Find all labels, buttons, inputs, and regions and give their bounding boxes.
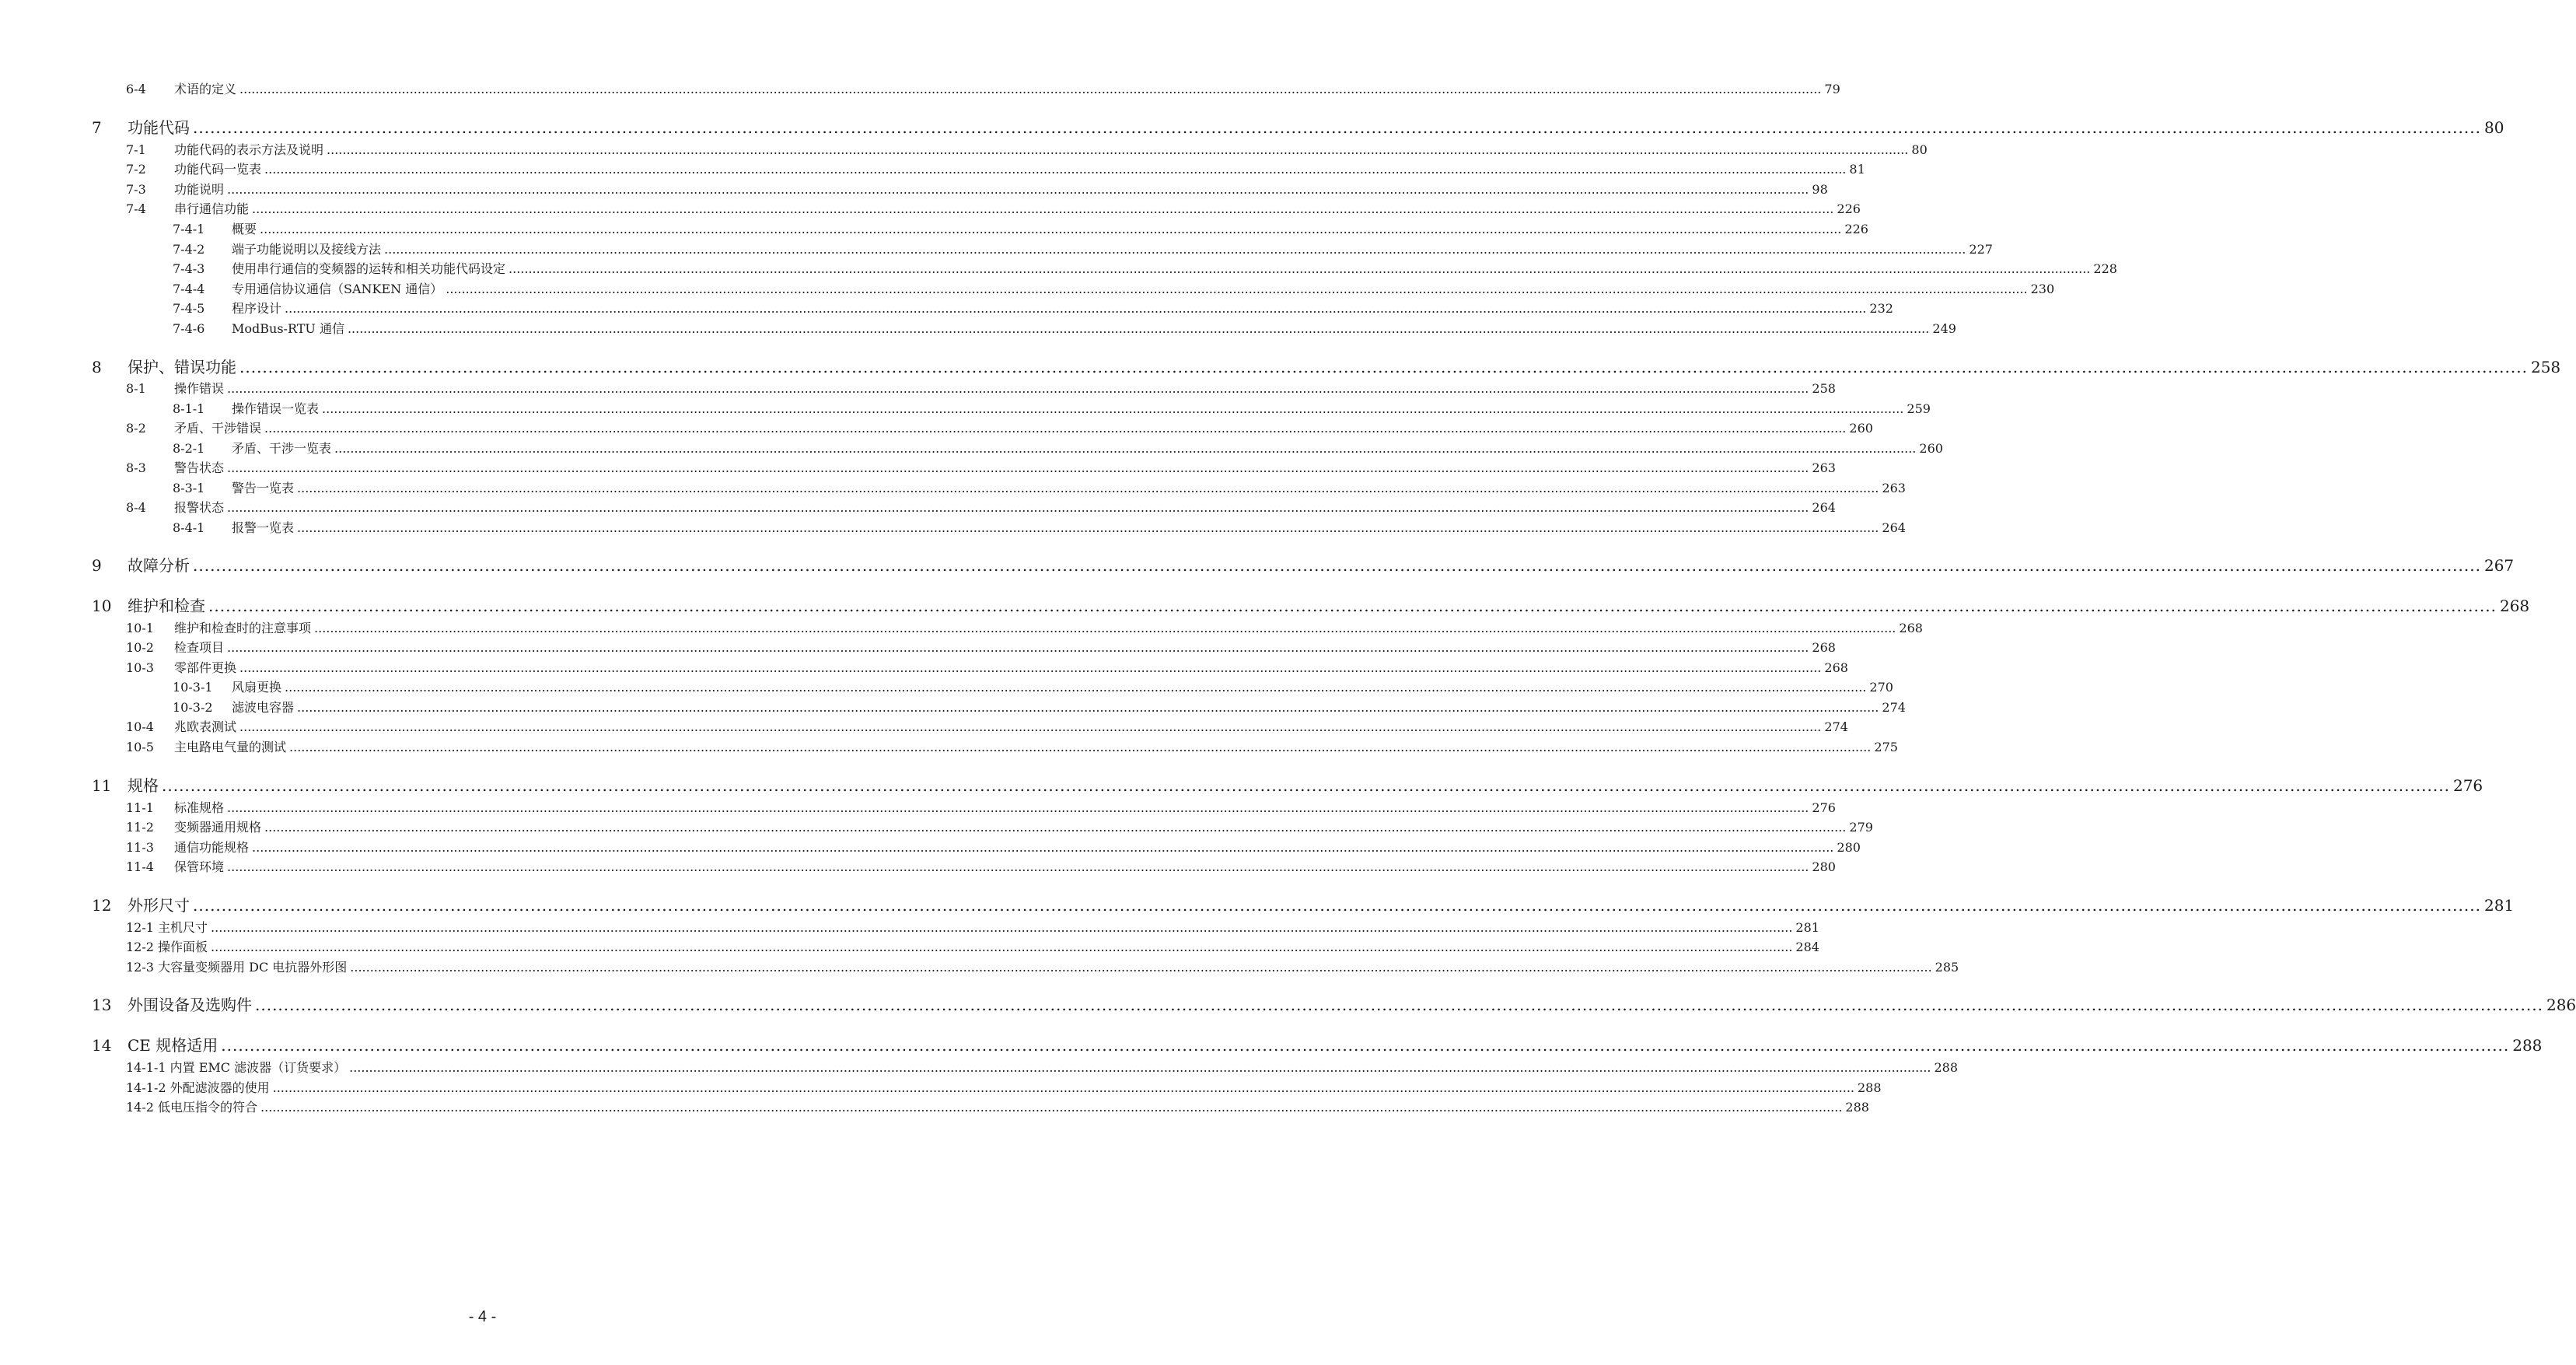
toc-entry-number: 8 — [92, 358, 102, 376]
toc-entry-number: 10-3 — [126, 660, 154, 675]
toc-entry-number: 7-1 — [126, 142, 146, 157]
dot-leader: ................................................................................................................................................................................................................................................................................................................................................................................................................ — [227, 381, 1809, 396]
dot-leader: ................................................................................................................................................................................................................................................................................................................................................................................................................ — [221, 1036, 2510, 1055]
toc-entry-title: 操作错误 — [174, 381, 225, 396]
toc-entry[interactable] — [126, 618, 1923, 635]
dot-leader: ................................................................................................................................................................................................................................................................................................................................................................................................................ — [211, 940, 1793, 954]
toc-entry-title: 功能说明 — [174, 182, 225, 197]
toc-entry-page: 276 — [1812, 800, 1836, 815]
dot-leader: ................................................................................................................................................................................................................................................................................................................................................................................................................ — [239, 719, 1822, 734]
dot-leader: ................................................................................................................................................................................................................................................................................................................................................................................................................ — [264, 162, 1847, 177]
toc-entry-title: 标准规格 — [174, 800, 225, 815]
toc-entry-page: 288 — [1845, 1100, 1869, 1115]
toc-entry-title: 警告一览表 — [232, 481, 295, 495]
toc-entry-page: 268 — [1899, 621, 1923, 635]
dot-leader: ................................................................................................................................................................................................................................................................................................................................................................................................................ — [285, 680, 1867, 695]
toc-entry[interactable] — [173, 698, 1906, 715]
toc-entry-page: 263 — [1882, 481, 1906, 495]
toc-entry-page: 80 — [2483, 118, 2504, 137]
toc-entry-title: 故障分析 — [128, 556, 190, 575]
toc-entry-number: 14 — [92, 1036, 112, 1055]
toc-entry-number: 10-5 — [126, 740, 154, 754]
toc-entry-page: 259 — [1907, 401, 1931, 416]
toc-entry[interactable] — [92, 355, 2561, 376]
toc-entry-number: 11 — [92, 776, 112, 795]
dot-leader: ................................................................................................................................................................................................................................................................................................................................................................................................................ — [208, 597, 2497, 615]
toc-entry-title: 报警状态 — [174, 500, 225, 515]
dot-leader: ................................................................................................................................................................................................................................................................................................................................................................................................................ — [349, 1060, 1931, 1075]
toc-entry[interactable] — [126, 918, 1819, 935]
toc-entry-number: 11-1 — [126, 800, 154, 815]
toc-entry-title: 主电路电气量的测试 — [174, 740, 287, 754]
toc-entry-title: 概要 — [232, 222, 257, 236]
toc-entry-title: 功能代码 — [128, 118, 190, 137]
toc-entry-number: 10-3-1 — [173, 680, 213, 695]
toc-entry-title: 矛盾、干涉错误 — [174, 421, 262, 436]
toc-entry[interactable] — [173, 399, 1931, 416]
dot-leader: ................................................................................................................................................................................................................................................................................................................................................................................................................ — [297, 520, 1879, 535]
toc-entry-page: 270 — [1869, 680, 1893, 695]
toc-entry-page: 268 — [1824, 660, 1848, 675]
toc-entry[interactable] — [92, 893, 2515, 915]
toc-entry-page: 268 — [2499, 597, 2530, 615]
dot-leader: ................................................................................................................................................................................................................................................................................................................................................................................................................ — [162, 776, 2450, 795]
toc-entry[interactable] — [92, 553, 2515, 575]
dot-leader: ................................................................................................................................................................................................................................................................................................................................................................................................................ — [334, 441, 1917, 456]
toc-entry-page: 264 — [1812, 500, 1836, 515]
dot-leader: ................................................................................................................................................................................................................................................................................................................................................................................................................ — [509, 261, 2091, 276]
toc-entry[interactable] — [173, 240, 1993, 257]
dot-leader: ................................................................................................................................................................................................................................................................................................................................................................................................................ — [239, 82, 1822, 96]
toc-entry-number: 7-2 — [126, 162, 146, 177]
toc-entry-page: 288 — [1858, 1080, 1882, 1095]
toc-entry-title: 维护和检查 — [128, 597, 205, 615]
toc-entry-page: 258 — [1812, 381, 1836, 396]
toc-entry[interactable] — [126, 638, 1836, 655]
toc-entry-number: 8-3 — [126, 460, 146, 475]
toc-entry[interactable] — [126, 838, 1861, 855]
toc-entry-number: 8-2-1 — [173, 441, 205, 456]
toc-entry-title: 术语的定义 — [174, 82, 237, 96]
toc-entry[interactable] — [92, 593, 2530, 615]
toc-entry-page: 249 — [1932, 321, 1956, 336]
toc-entry[interactable] — [126, 379, 1836, 396]
toc-entry-title: 14-2 低电压指令的符合 — [126, 1100, 258, 1115]
dot-leader: ................................................................................................................................................................................................................................................................................................................................................................................................................ — [227, 800, 1809, 815]
dot-leader: ................................................................................................................................................................................................................................................................................................................................................................................................................ — [252, 201, 1834, 216]
toc-entry[interactable] — [126, 199, 1861, 216]
toc-entry-number: 12 — [92, 896, 112, 915]
dot-leader: ................................................................................................................................................................................................................................................................................................................................................................................................................ — [193, 896, 2481, 915]
toc-entry-number: 6-4 — [126, 82, 146, 96]
dot-leader: ................................................................................................................................................................................................................................................................................................................................................................................................................ — [297, 700, 1879, 715]
dot-leader: ................................................................................................................................................................................................................................................................................................................................................................................................................ — [297, 481, 1879, 495]
dot-leader: ................................................................................................................................................................................................................................................................................................................................................................................................................ — [264, 421, 1847, 436]
dot-leader: ................................................................................................................................................................................................................................................................................................................................................................................................................ — [193, 556, 2481, 575]
page-number: - 4 - — [468, 1308, 497, 1325]
toc-entry-title: 矛盾、干涉一览表 — [232, 441, 332, 456]
toc-entry-page: 230 — [2030, 282, 2055, 296]
toc-entry[interactable] — [126, 159, 1865, 177]
toc-entry-page: 276 — [2452, 776, 2483, 795]
toc-entry[interactable] — [126, 857, 1836, 874]
toc-entry[interactable] — [126, 498, 1836, 515]
toc-entry-page: 226 — [1844, 222, 1868, 236]
toc-entry-title: 串行通信功能 — [174, 201, 250, 216]
toc-entry-number: 8-4-1 — [173, 520, 205, 535]
toc-entry-number: 7-4-3 — [173, 261, 205, 276]
dot-leader: ................................................................................................................................................................................................................................................................................................................................................................................................................ — [227, 859, 1809, 874]
dot-leader: ................................................................................................................................................................................................................................................................................................................................................................................................................ — [239, 660, 1822, 675]
toc-entry-page: 281 — [2483, 896, 2515, 915]
dot-leader: ................................................................................................................................................................................................................................................................................................................................................................................................................ — [322, 401, 1904, 416]
dot-leader: ................................................................................................................................................................................................................................................................................................................................................................................................................ — [239, 358, 2528, 376]
toc-entry-page: 260 — [1919, 441, 1943, 456]
toc-entry-title: 专用通信协议通信（SANKEN 通信） — [232, 282, 443, 296]
toc-entry-page: 268 — [1812, 640, 1836, 655]
toc-entry[interactable] — [173, 439, 1943, 456]
dot-leader: ................................................................................................................................................................................................................................................................................................................................................................................................................ — [446, 282, 2028, 296]
dot-leader: ................................................................................................................................................................................................................................................................................................................................................................................................................ — [260, 1100, 1843, 1115]
dot-leader: ................................................................................................................................................................................................................................................................................................................................................................................................................ — [260, 222, 1842, 236]
toc-entry-title: 风扇更换 — [232, 680, 282, 695]
toc-entry-number: 7-4-2 — [173, 242, 205, 257]
toc-entry-number: 8-4 — [126, 500, 146, 515]
toc-entry-number: 8-3-1 — [173, 481, 205, 495]
toc-entry-number: 9 — [92, 556, 102, 575]
toc-entry-title: 程序设计 — [232, 301, 282, 316]
dot-leader: ................................................................................................................................................................................................................................................................................................................................................................................................................ — [193, 118, 2481, 137]
toc-entry[interactable] — [173, 299, 1893, 316]
dot-leader: ................................................................................................................................................................................................................................................................................................................................................................................................................ — [211, 920, 1793, 935]
toc-entry-page: 228 — [2093, 261, 2117, 276]
toc-entry[interactable] — [126, 140, 1928, 157]
toc-entry-page: 280 — [1837, 840, 1861, 855]
toc-entry-page: 274 — [1882, 700, 1906, 715]
toc-entry-number: 11-3 — [126, 840, 154, 855]
toc-entry-number: 10 — [92, 597, 112, 615]
toc-entry[interactable] — [126, 817, 1873, 835]
toc-entry[interactable] — [92, 992, 2576, 1014]
toc-entry-number: 10-4 — [126, 719, 154, 734]
toc-entry-page: 285 — [1935, 960, 1959, 975]
dot-leader: ................................................................................................................................................................................................................................................................................................................................................................................................................ — [327, 142, 1909, 157]
toc-entry-title: 零部件更换 — [174, 660, 237, 675]
toc-entry[interactable] — [126, 717, 1848, 734]
toc-entry-title: 兆欧表测试 — [174, 719, 237, 734]
toc-entry[interactable] — [173, 518, 1906, 535]
toc-entry[interactable] — [173, 259, 2117, 276]
dot-leader: ................................................................................................................................................................................................................................................................................................................................................................................................................ — [227, 500, 1809, 515]
toc-entry-number: 7-4-5 — [173, 301, 205, 316]
toc-entry-page: 263 — [1812, 460, 1836, 475]
toc-entry-number: 10-2 — [126, 640, 154, 655]
toc-entry[interactable] — [92, 1033, 2543, 1055]
toc-entry-page: 284 — [1795, 940, 1819, 954]
toc-entry[interactable] — [126, 957, 1959, 975]
toc-entry-title: 保管环境 — [174, 859, 225, 874]
toc-entry[interactable] — [173, 677, 1893, 695]
toc-entry-title: ModBus-RTU 通信 — [232, 321, 344, 336]
toc-entry[interactable] — [126, 1058, 1959, 1075]
dot-leader: ................................................................................................................................................................................................................................................................................................................................................................................................................ — [314, 621, 1896, 635]
toc-entry-title: 12-3 大容量变频器用 DC 电抗器外形图 — [126, 960, 348, 975]
dot-leader: ................................................................................................................................................................................................................................................................................................................................................................................................................ — [264, 820, 1847, 835]
toc-entry-number: 7-4-6 — [173, 321, 205, 336]
toc-entry-title: 通信功能规格 — [174, 840, 250, 855]
toc-entry-number: 8-1-1 — [173, 401, 205, 416]
dot-leader: ................................................................................................................................................................................................................................................................................................................................................................................................................ — [272, 1080, 1854, 1095]
toc-entry-title: 保护、错误功能 — [128, 358, 236, 376]
toc-entry-page: 275 — [1874, 740, 1898, 754]
toc-entry-number: 7-4-4 — [173, 282, 205, 296]
toc-entry-page: 288 — [1934, 1060, 1959, 1075]
toc-entry-page: 281 — [1795, 920, 1819, 935]
toc-entry[interactable] — [92, 115, 2504, 137]
toc-entry-title: 功能代码一览表 — [174, 162, 262, 177]
dot-leader: ................................................................................................................................................................................................................................................................................................................................................................................................................ — [252, 840, 1834, 855]
toc-entry-number: 7 — [92, 118, 102, 137]
toc-entry-page: 274 — [1824, 719, 1848, 734]
toc-entry[interactable] — [126, 1097, 1869, 1115]
toc-entry-page: 258 — [2530, 358, 2561, 376]
dot-leader: ................................................................................................................................................................................................................................................................................................................................................................................................................ — [227, 182, 1809, 197]
toc-entry[interactable] — [126, 458, 1836, 475]
toc-entry-title: 维护和检查时的注意事项 — [174, 621, 312, 635]
toc-entry-number: 7-4-1 — [173, 222, 205, 236]
toc-entry[interactable] — [173, 319, 1956, 336]
toc-entry-number: 7-3 — [126, 182, 146, 197]
toc-entry-title: 12-1 主机尺寸 — [126, 920, 208, 935]
toc-entry-page: 98 — [1812, 182, 1828, 197]
toc-entry[interactable] — [126, 798, 1836, 815]
toc-entry-number: 7-4 — [126, 201, 146, 216]
dot-leader: ................................................................................................................................................................................................................................................................................................................................................................................................................ — [350, 960, 1932, 975]
toc-entry-title: 端子功能说明以及接线方法 — [232, 242, 382, 257]
toc-entry-page: 288 — [2512, 1036, 2543, 1055]
toc-entry-number: 13 — [92, 996, 112, 1014]
toc-entry-title: 14-1-1 内置 EMC 滤波器（订货要求） — [126, 1060, 347, 1075]
toc-entry-page: 260 — [1849, 421, 1873, 436]
toc-entry-number: 11-2 — [126, 820, 154, 835]
toc-entry-title: 12-2 操作面板 — [126, 940, 208, 954]
toc-entry-title: 检查项目 — [174, 640, 225, 655]
toc-entry[interactable] — [173, 219, 1868, 236]
toc-entry-page: 232 — [1869, 301, 1893, 316]
toc-entry-page: 264 — [1882, 520, 1906, 535]
toc-entry-page: 279 — [1849, 820, 1873, 835]
toc-entry[interactable] — [126, 1078, 1882, 1095]
toc-entry[interactable] — [126, 937, 1819, 954]
dot-leader: ................................................................................................................................................................................................................................................................................................................................................................................................................ — [347, 321, 1930, 336]
dot-leader: ................................................................................................................................................................................................................................................................................................................................................................................................................ — [285, 301, 1867, 316]
toc-entry-title: 使用串行通信的变频器的运转和相关功能代码设定 — [232, 261, 506, 276]
toc-entry-number: 11-4 — [126, 859, 154, 874]
toc-entry[interactable] — [92, 773, 2483, 795]
dot-leader: ................................................................................................................................................................................................................................................................................................................................................................................................................ — [289, 740, 1872, 754]
toc-entry-page: 267 — [2483, 556, 2515, 575]
dot-leader: ................................................................................................................................................................................................................................................................................................................................................................................................................ — [384, 242, 1966, 257]
toc-entry-title: 操作错误一览表 — [232, 401, 320, 416]
toc-entry-title: 警告状态 — [174, 460, 225, 475]
toc-entry-title: 外围设备及选购件 — [128, 996, 252, 1014]
toc-entry-title: 报警一览表 — [232, 520, 295, 535]
dot-leader: ................................................................................................................................................................................................................................................................................................................................................................................................................ — [255, 996, 2543, 1014]
toc-entry-title: 功能代码的表示方法及说明 — [174, 142, 324, 157]
toc-entry[interactable] — [173, 279, 2055, 296]
toc-entry-title: 外形尺寸 — [128, 896, 190, 915]
toc-entry[interactable] — [126, 658, 1848, 675]
toc-entry[interactable] — [126, 180, 1828, 197]
toc-entry-title: CE 规格适用 — [128, 1036, 218, 1055]
toc-entry-title: 规格 — [128, 776, 159, 795]
toc-entry-page: 227 — [1969, 242, 1993, 257]
toc-entry[interactable] — [126, 79, 1840, 96]
toc-entry[interactable] — [126, 418, 1873, 436]
dot-leader: ................................................................................................................................................................................................................................................................................................................................................................................................................ — [227, 640, 1809, 655]
toc-entry-number: 10-3-2 — [173, 700, 213, 715]
toc-entry-page: 81 — [1849, 162, 1865, 177]
toc-entry-page: 280 — [1812, 859, 1836, 874]
toc-entry[interactable] — [126, 737, 1898, 754]
toc-entry-title: 14-1-2 外配滤波器的使用 — [126, 1080, 270, 1095]
toc-entry-title: 变频器通用规格 — [174, 820, 262, 835]
toc-entry-page: 226 — [1837, 201, 1861, 216]
toc-entry-title: 滤波电容器 — [232, 700, 295, 715]
toc-entry-page: 79 — [1824, 82, 1840, 96]
toc-entry-page: 80 — [1911, 142, 1928, 157]
toc-entry-number: 8-1 — [126, 381, 146, 396]
toc-entry[interactable] — [173, 478, 1906, 495]
toc-entry-number: 8-2 — [126, 421, 146, 436]
dot-leader: ................................................................................................................................................................................................................................................................................................................................................................................................................ — [227, 460, 1809, 475]
toc-entry-page: 286 — [2546, 996, 2576, 1014]
toc-entry-number: 10-1 — [126, 621, 154, 635]
